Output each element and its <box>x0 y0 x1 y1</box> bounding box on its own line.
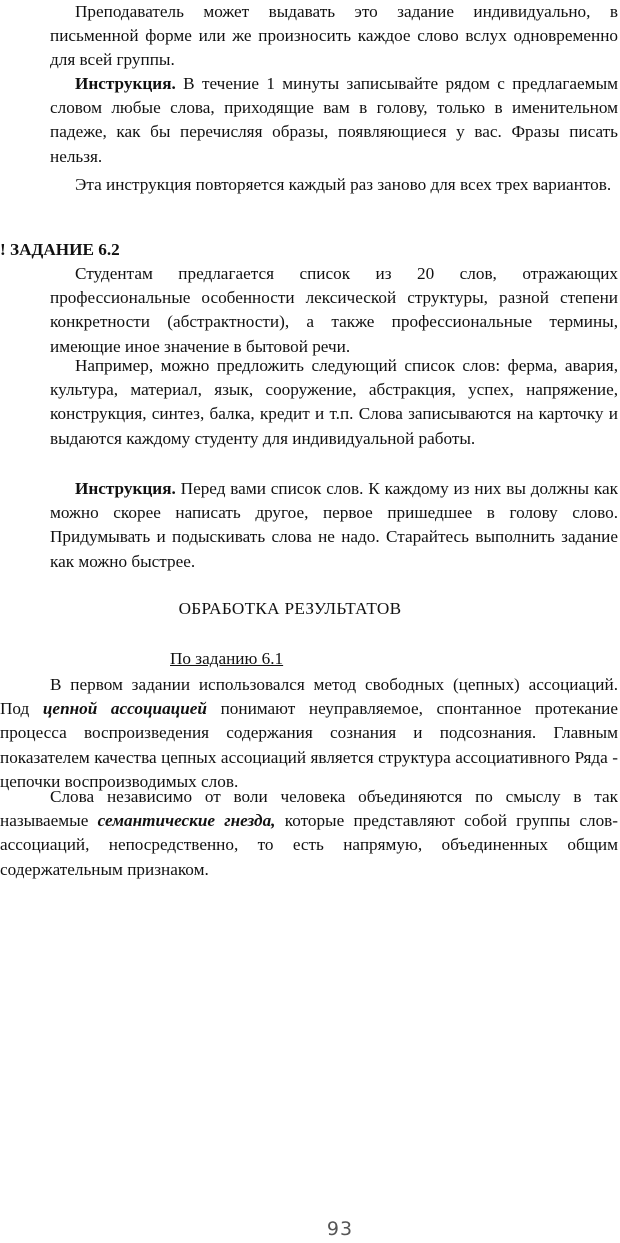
emphasis-term: цепной ассоциацией <box>42 699 207 719</box>
paragraph-text: которые представляют собой группы слов-ассоциаций, непосредственно, то есть напрямую, объединенных общим содержательным признаком. <box>0 811 618 879</box>
paragraph-instruction-1 <box>50 72 618 169</box>
section-heading: ОБРАБОТКА РЕЗУЛЬТАТОВ <box>178 599 402 618</box>
instruction-label: Инструкция. <box>75 479 176 498</box>
paragraph-text: понимают неуправляемое, спонтанное протекание процесса воспроизведения содержания сознания и подсознания. Главным показателем качества цепных ассоциаций является структура ассоциативного Ряда - цепочки воспроизводимых слов. <box>0 699 618 791</box>
paragraph-semantic-nests <box>0 785 618 882</box>
paragraph-chain-associations <box>0 673 618 794</box>
paragraph-text: В первом задании использовался метод свободных (цепных) ассоциаций. Под <box>0 675 618 719</box>
instruction-text: В течение 1 минуты записывайте рядом с предлагаемым словом любые слова, приходящие вам в голову, только в именительном падеже, как бы перечисляя образы, появляющиеся у вас. Фразы писать нельзя. <box>50 74 618 166</box>
paragraph-task-description: Студентам предлагается список из 20 слов, отражающих профессиональные особенности лексической структуры, разной степени конкретности (абстрактности), а также профессиональные термины, имеющие иное значение в бытовой речи. <box>50 264 618 356</box>
page-number: 93 <box>326 1218 354 1240</box>
subsection-heading: По заданию 6.1 <box>170 649 284 668</box>
paragraph-instruction-2 <box>50 477 618 574</box>
paragraph-word-list-example: Например, можно предложить следующий список слов: ферма, авария, культура, материал, язык, сооружение, абстракция, успех, напряжение, конструкция, синтез, балка, кредит и т.п. Слова записываются на карточку и выдаются каждому студенту для индивидуальной работы. <box>50 356 618 448</box>
paragraph-teacher-note: Преподаватель может выдавать это задание индивидуально, в письменной форме или же произносить каждое слово вслух одновременно для всей группы. <box>50 2 618 70</box>
instruction-label: Инструкция. <box>75 74 176 93</box>
instruction-text: Перед вами список слов. К каждому из них вы должны как можно скорее написать другое, первое пришедшее в голову слово. Придумывать и подыскивать слова не надо. Старайтесь выполнить задание как можно быстрее. <box>50 479 618 571</box>
emphasis-term: семантические гнезда, <box>97 811 276 831</box>
paragraph-text: Слова независимо от воли человека объединяются по смыслу в так называемые <box>0 787 618 831</box>
paragraph-repeat-note: Эта инструкция повторяется каждый раз заново для всех трех вариантов. <box>75 175 612 194</box>
task-title: ! ЗАДАНИЕ 6.2 <box>0 240 120 259</box>
